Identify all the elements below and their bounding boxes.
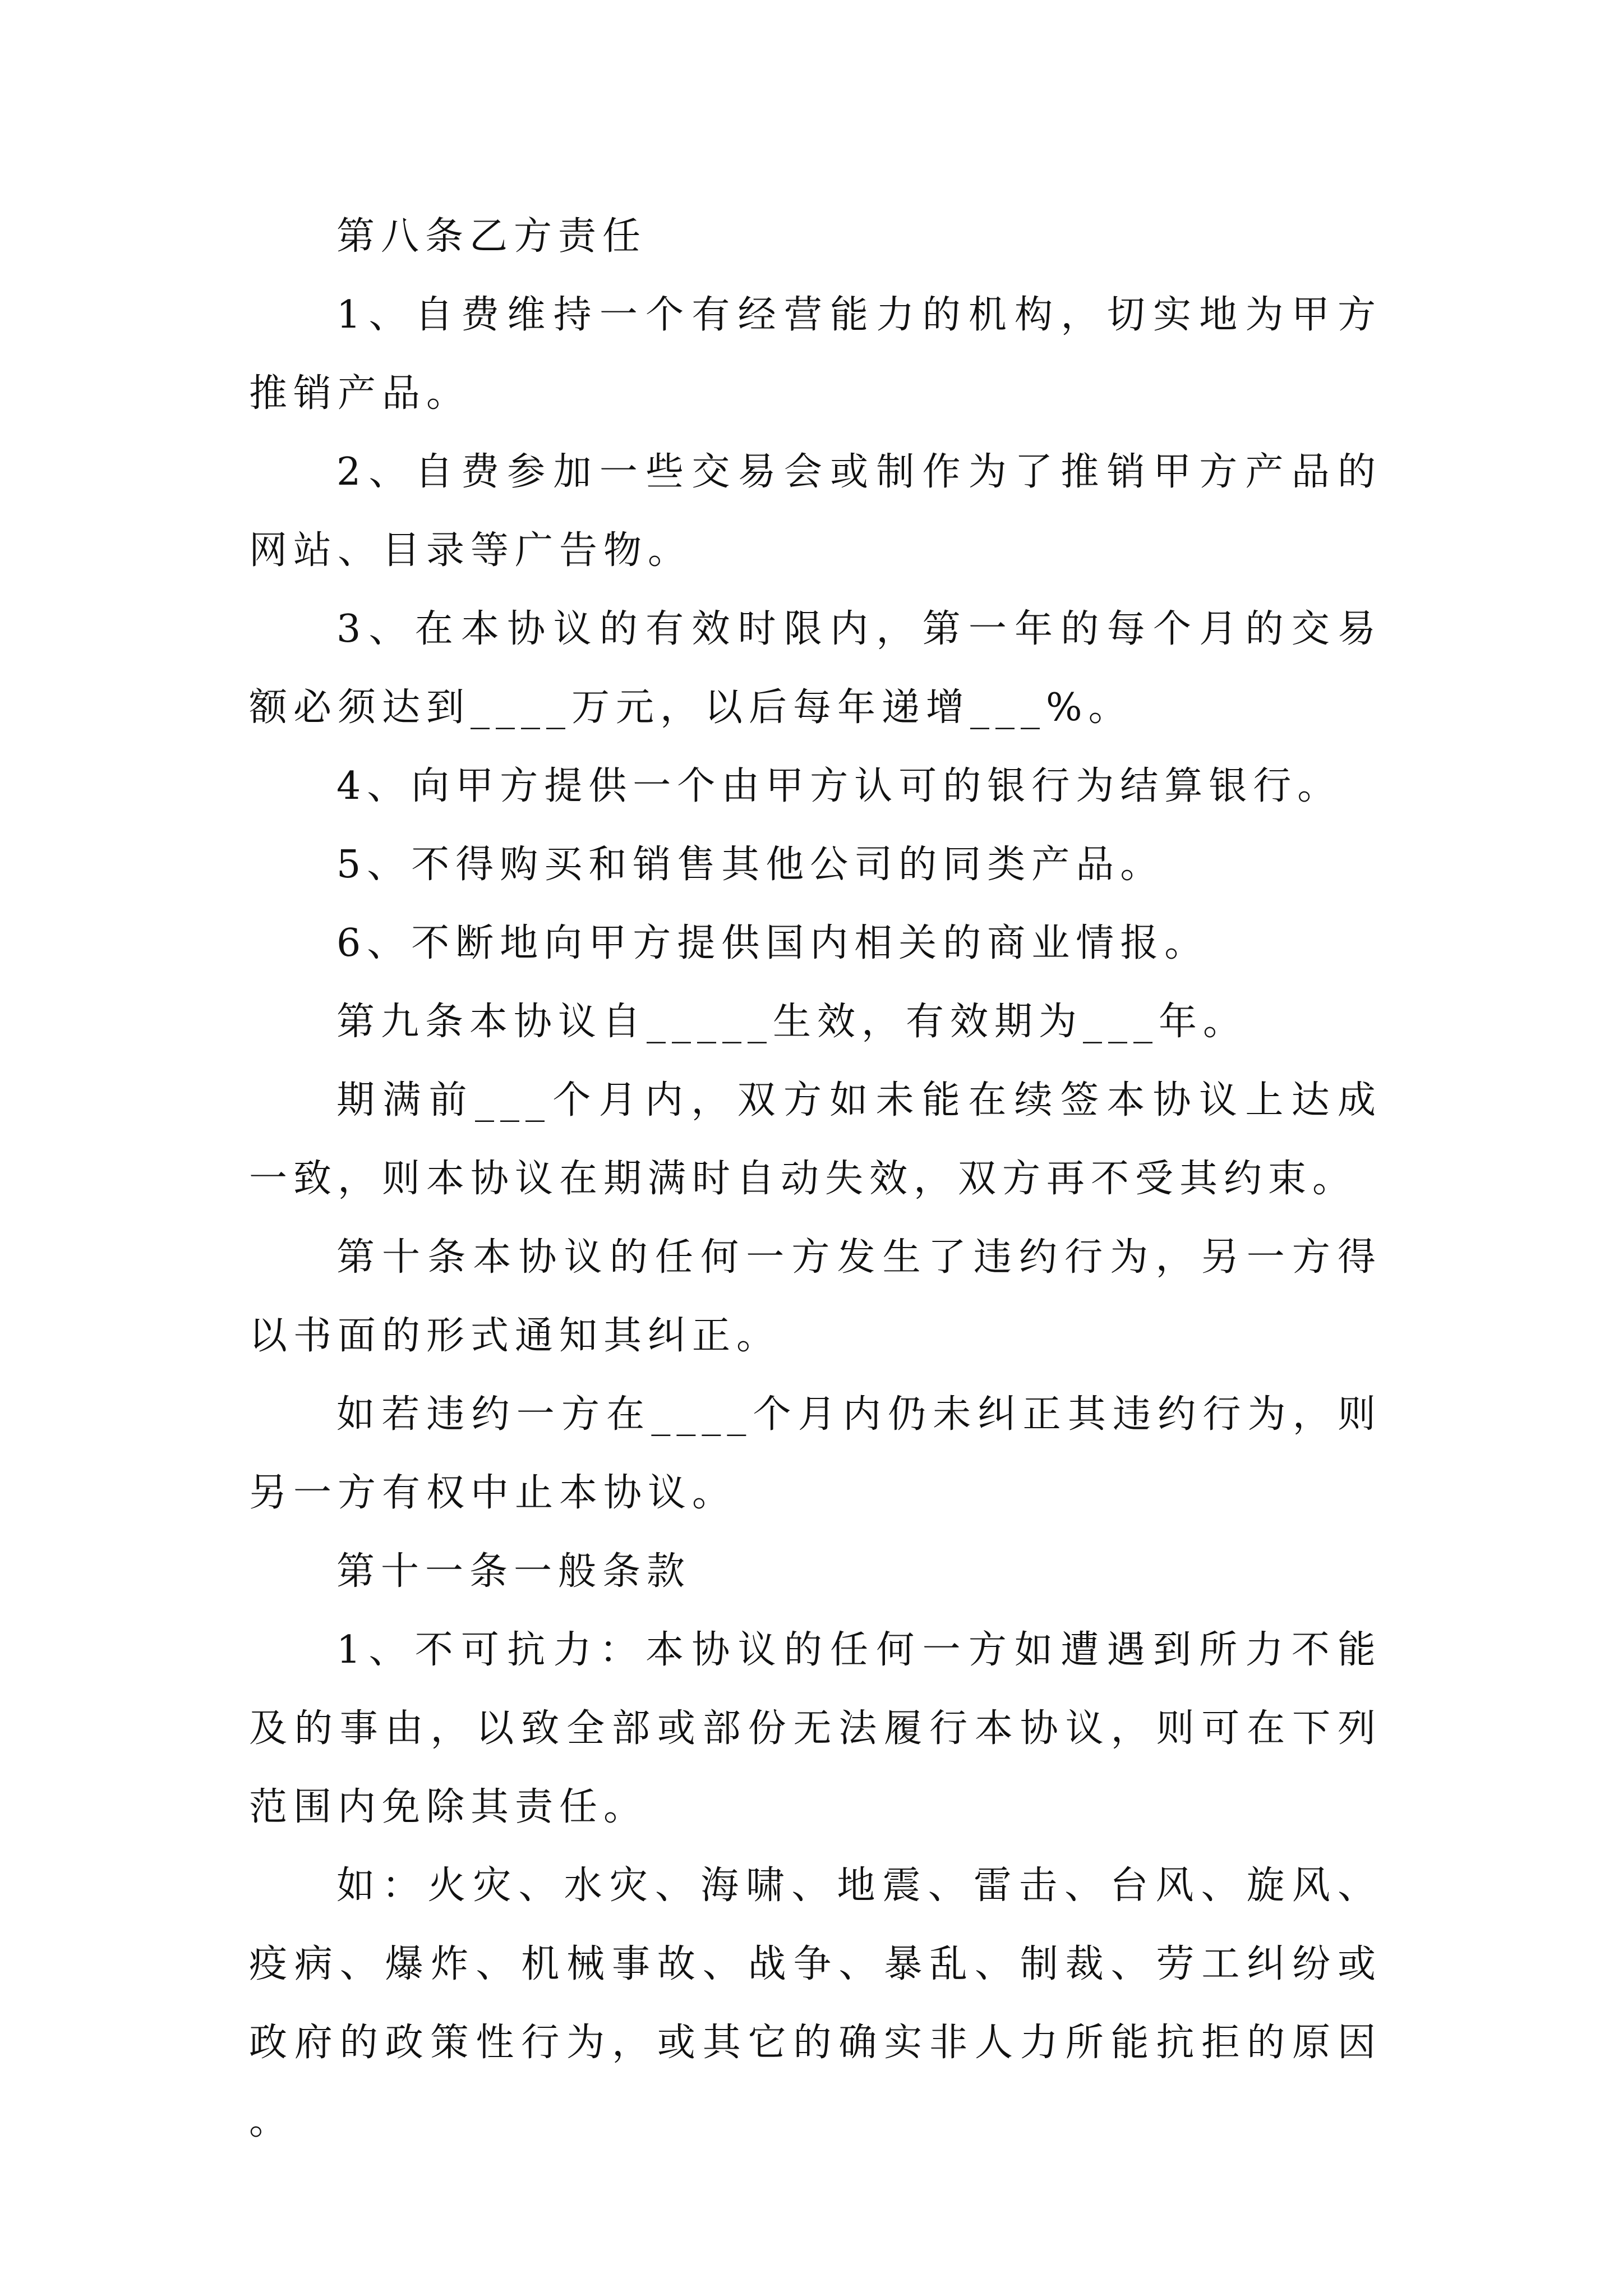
article-11-heading: 第十一条一般条款 <box>336 1549 691 1594</box>
article-8-clause-1: 1、自费维持一个有经营能力的机构，切实地为甲方推销产品。 <box>249 293 1382 416</box>
article-8-clause-2: 2、自费参加一些交易会或制作为了推销甲方产品的网站、目录等广告物。 <box>249 450 1382 573</box>
article-9-renewal: 期满前___个月内，双方如未能在续签本协议上达成一致，则本协议在期满时自动失效，双方再不受其约束。 <box>249 1078 1382 1201</box>
article-8-clause-5: 5、不得购买和销售其他公司的同类产品。 <box>336 843 1165 887</box>
article-11-force-majeure-examples: 如：火灾、水灾、海啸、地震、雷击、台风、旋风、疫病、爆炸、机械事故、战争、暴乱、制裁、劳工纠纷或政府的政策性行为，或其它的确实非人力所能抗拒的原因。 <box>249 1864 1382 2143</box>
article-8-clause-6: 6、不断地向甲方提供国内相关的商业情报。 <box>336 921 1209 965</box>
article-11-clause-1: 1、不可抗力：本协议的任何一方如遭遇到所力不能及的事由，以致全部或部份无法履行本协议，则可在下列范围内免除其责任。 <box>249 1628 1382 1829</box>
article-8-clause-4: 4、向甲方提供一个由甲方认可的银行为结算银行。 <box>336 764 1342 808</box>
article-10-heading: 第十条本协议的任何一方发生了违约行为，另一方得以书面的形式通知其纠正。 <box>249 1235 1382 1358</box>
article-8-clause-3: 3、在本协议的有效时限内，第一年的每个月的交易额必须达到____万元，以后每年递增___%。 <box>249 607 1382 730</box>
document-body <box>249 197 1382 2161</box>
article-8-heading: 第八条乙方责任 <box>336 214 647 259</box>
article-10-termination: 如若违约一方在____个月内仍未纠正其违约行为，则另一方有权中止本协议。 <box>249 1392 1382 1515</box>
article-9-heading: 第九条本协议自_____生效，有效期为___年。 <box>336 1000 1248 1044</box>
